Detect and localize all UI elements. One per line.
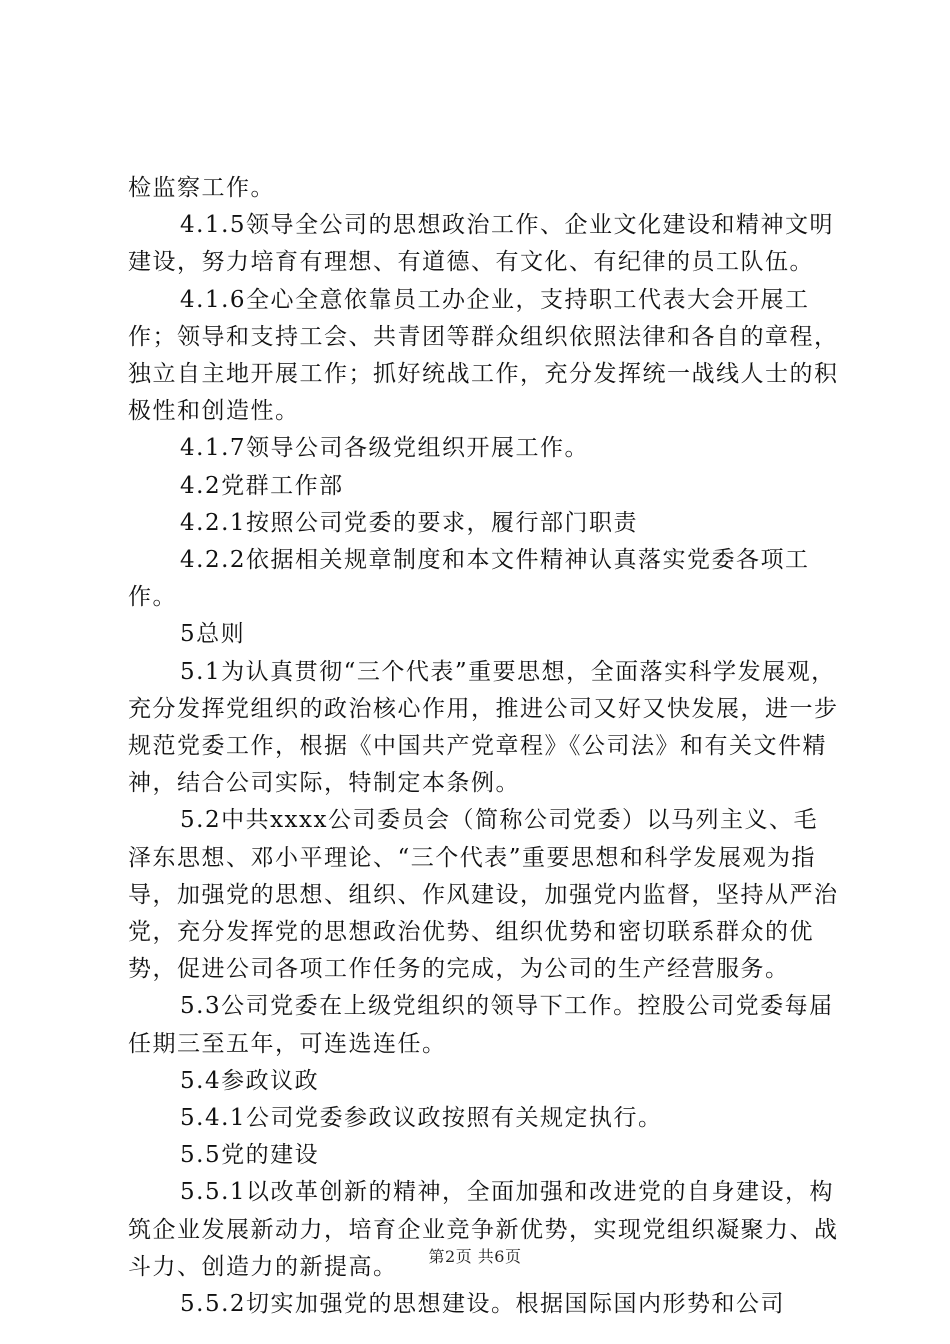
paragraph: 5.3公司党委在上级党组织的领导下工作。控股公司党委每届任期三至五年，可连选连任。 [128, 993, 834, 1057]
paragraph: 4.2.1按照公司党委的要求，履行部门职责 [180, 509, 639, 536]
body-text [128, 170, 840, 1323]
section-heading: 5.5党的建设 [180, 1142, 320, 1169]
paragraph: 4.2.2依据相关规章制度和本文件精神认真落实党委各项工作。 [128, 547, 810, 611]
paragraph: 4.1.7领导公司各级党组织开展工作。 [180, 435, 590, 462]
section-heading: 4.2党群工作部 [180, 472, 344, 499]
page-footer: 第2页 共6页 [428, 1247, 522, 1266]
paragraph: 5.5.2切实加强党的思想建设。根据国际国内形势和公司 [180, 1291, 786, 1318]
paragraph: 4.1.6全心全意依靠员工办企业，支持职工代表大会开展工作；领导和支持工会、共青团等群众组织依照法律和各自的章程，独立自主地开展工作；抓好统战工作，充分发挥统一战线人士的积极性和创造性。 [128, 286, 839, 425]
paragraph: 5.2中共xxxx公司委员会（简称公司党委）以马列主义、毛泽东思想、邓小平理论、“三个代表”重要思想和科学发展观为指导，加强党的思想、组织、作风建设，加强党内监督，坚持从严治党，充分发挥党的思想政治优势、组织优势和密切联系群众的优势，促进公司各项工作任务的完成，为公司的生产经营服务。 [128, 807, 839, 983]
paragraph: 检监察工作。 [128, 175, 275, 201]
section-heading: 5总则 [180, 621, 246, 648]
section-heading: 5.4参政议政 [180, 1067, 320, 1094]
paragraph: 5.1为认真贯彻“三个代表”重要思想，全面落实科学发展观，充分发挥党组织的政治核心作用，推进公司又好又快发展，进一步规范党委工作，根据《中国共产党章程》《公司法》和有关文件精神，结合公司实际，特制定本条例。 [128, 658, 839, 797]
paragraph: 5.4.1公司党委参政议政按照有关规定执行。 [180, 1105, 663, 1132]
paragraph: 4.1.5领导全公司的思想政治工作、企业文化建设和精神文明建设，努力培育有理想、有道德、有文化、有纪律的员工队伍。 [128, 212, 835, 276]
paragraph: 5.5.1以改革创新的精神，全面加强和改进党的自身建设，构筑企业发展新动力，培育企业竞争新优势，实现党组织凝聚力、战斗力、创造力的新提高。 [128, 1179, 839, 1280]
